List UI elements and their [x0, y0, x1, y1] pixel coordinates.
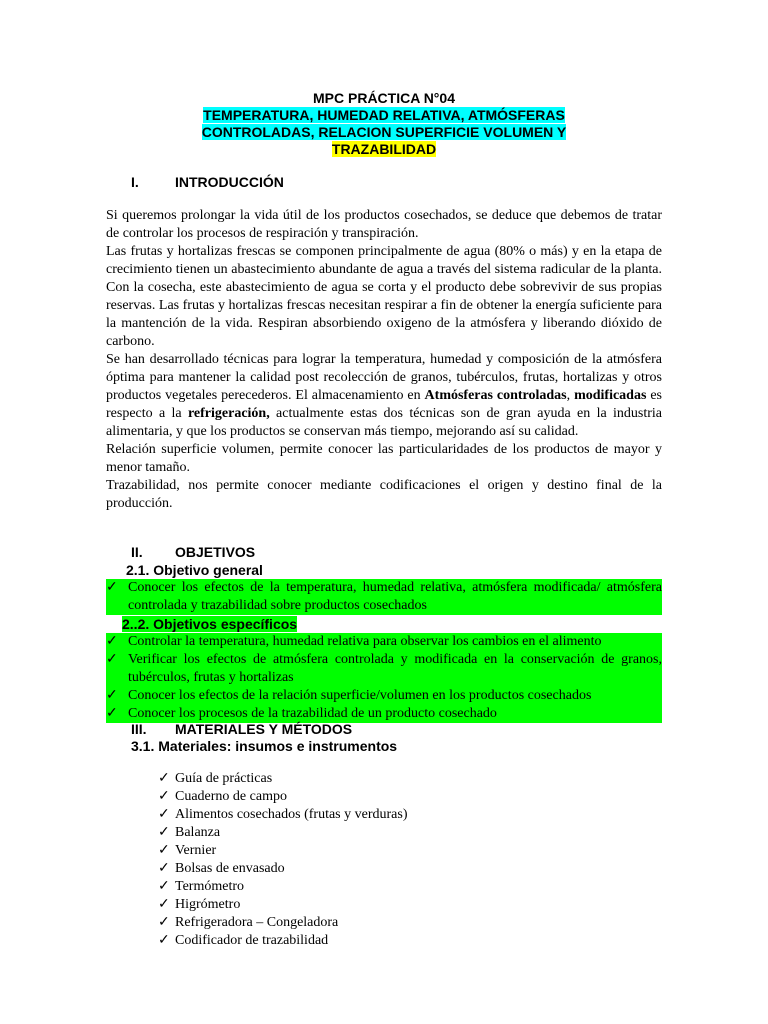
- section-number: I.: [131, 174, 139, 190]
- subject-title-line-2: CONTROLADAS, RELACION SUPERFICIE VOLUMEN Y: [201, 124, 567, 140]
- check-icon: ✓: [106, 634, 118, 649]
- section-title: INTRODUCCIÓN: [175, 174, 284, 190]
- check-icon: ✓: [158, 933, 170, 948]
- section-number: III.: [131, 721, 147, 737]
- section-heading-introduccion: [131, 174, 284, 190]
- objective-item: ✓ Controlar la temperatura, humedad relativa para observar los cambios en el alimento: [106, 633, 662, 651]
- materiales-label: 3.1. Materiales: insumos e instrumentos: [131, 738, 398, 754]
- objective-item: ✓ Conocer los efectos de la relación superficie/volumen en los productos cosechados: [106, 687, 662, 705]
- intro-paragraph-3: Se han desarrollado técnicas para lograr la temperatura, humedad y composición de la atmósfera óptima para mantener la calidad post recolección de granos, tubérculos, frutas, hortalizas y otros productos vegetales perecederos. El almacenamiento en Atmósferas controladas, modificadas es respecto a la refrigeración, actualmente estas dos técnicas son de gran ayuda en la industria alimentaria, y que los productos se conservan más tiempo, mejorando así su calidad.: [106, 352, 662, 439]
- intro-paragraph-2: Las frutas y hortalizas frescas se componen principalmente de agua (80% o más) y en la etapa de crecimiento tienen un abastecimiento abundante de agua a través del sistema radicular de la planta. Con la cosecha, este abastecimiento de agua se corta y el producto debe sobrevivir de sus propias reservas. Las frutas y hortalizas frescas necesitan respirar a fin de obtener la energía suficiente para la mantención de la vida. Respiran absorbiendo oxigeno de la atmósfera y liberando dióxido de carbono.: [106, 244, 662, 349]
- list-item: ✓ Guía de prácticas: [158, 771, 273, 786]
- check-icon: ✓: [158, 825, 170, 840]
- list-item: ✓ Bolsas de envasado: [158, 861, 285, 876]
- intro-paragraph-1: Si queremos prolongar la vida útil de los productos cosechados, se deduce que debemos de tratar de controlar los procesos de respiración y transpiración.: [106, 208, 662, 241]
- section-heading-materiales: [131, 721, 352, 737]
- check-icon: ✓: [106, 688, 118, 703]
- list-item: ✓ Higrómetro: [158, 897, 241, 912]
- check-icon: ✓: [158, 771, 170, 786]
- practice-title: MPC PRÁCTICA N°04: [313, 90, 455, 106]
- list-item: ✓ Balanza: [158, 825, 221, 840]
- check-icon: ✓: [158, 861, 170, 876]
- list-item: ✓ Vernier: [158, 843, 217, 858]
- list-item: ✓ Codificador de trazabilidad: [158, 933, 329, 948]
- section-title: MATERIALES Y MÉTODOS: [175, 721, 353, 737]
- list-item: ✓ Alimentos cosechados (frutas y verduras): [158, 807, 408, 822]
- introduction-text: [106, 207, 662, 513]
- section-number: II.: [131, 544, 143, 560]
- objective-item: ✓ Conocer los procesos de la trazabilidad de un producto cosechado: [106, 705, 662, 723]
- check-icon: ✓: [106, 580, 118, 595]
- section-heading-objetivos: [131, 544, 255, 560]
- check-icon: ✓: [158, 789, 170, 804]
- check-icon: ✓: [158, 843, 170, 858]
- list-item: ✓ Cuaderno de campo: [158, 789, 287, 804]
- list-item: ✓ Termómetro: [158, 879, 244, 894]
- objective-item: ✓ Verificar los efectos de atmósfera controlada y modificada en la conservación de granos, tubérculos, frutas y hortalizas: [106, 652, 662, 685]
- check-icon: ✓: [106, 706, 118, 721]
- check-icon: ✓: [158, 807, 170, 822]
- section-title: OBJETIVOS: [175, 544, 256, 560]
- objetivos-especificos-label: 2..2. Objetivos específicos: [122, 616, 298, 632]
- subject-title-line-3: TRAZABILIDAD: [331, 141, 437, 157]
- intro-paragraph-4: Relación superficie volumen, permite conocer las particularidades de los productos de mayor y menor tamaño.: [106, 442, 662, 475]
- title-block: [0, 90, 768, 158]
- objetivo-general-label: 2.1. Objetivo general: [126, 562, 263, 578]
- materials-list: [158, 770, 407, 950]
- objective-item: ✓ Conocer los efectos de la temperatura, humedad relativa, atmósfera modificada/ atmósfera controlada y trazabilidad sobre productos cosechados: [106, 580, 662, 613]
- check-icon: ✓: [158, 897, 170, 912]
- check-icon: ✓: [158, 915, 170, 930]
- intro-paragraph-5: Trazabilidad, nos permite conocer mediante codificaciones el origen y destino final de la producción.: [106, 478, 662, 511]
- list-item: ✓ Refrigeradora – Congeladora: [158, 915, 339, 930]
- objectives-block: [106, 561, 662, 723]
- check-icon: ✓: [158, 879, 170, 894]
- check-icon: ✓: [106, 652, 118, 667]
- subject-title-line-1: TEMPERATURA, HUMEDAD RELATIVA, ATMÓSFERAS: [203, 107, 565, 123]
